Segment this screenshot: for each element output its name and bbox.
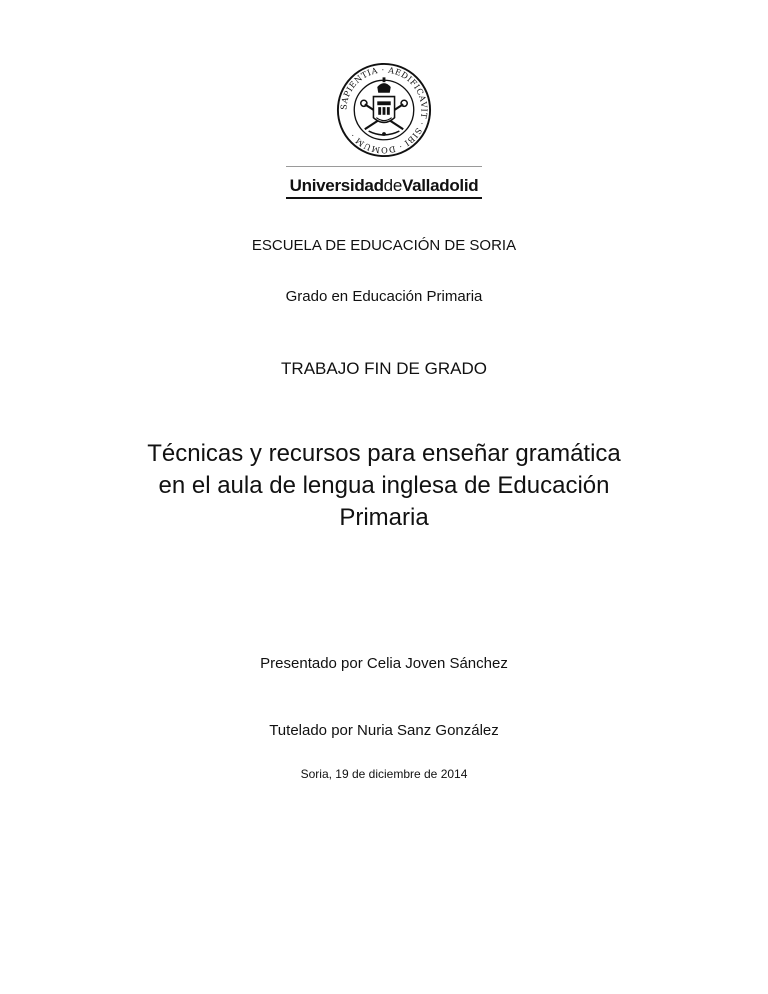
tutor-line: Tutelado por Nuria Sanz González (269, 722, 499, 739)
wordmark-universidad: Universidad (289, 176, 384, 195)
wordmark-underline (286, 197, 482, 199)
degree-name: Grado en Educación Primaria (285, 288, 483, 305)
logo-divider (286, 166, 482, 167)
date-line: Soria, 19 de diciembre de 2014 (300, 767, 468, 781)
title-line-2: en el aula de lengua inglesa de Educación (158, 472, 610, 499)
thesis-title (84, 438, 684, 534)
title-line-1: Técnicas y recursos para enseñar gramática (147, 440, 621, 467)
wordmark-de: de (383, 176, 402, 195)
school-name: ESCUELA DE EDUCACIÓN DE SORIA (251, 237, 517, 254)
university-seal-icon (336, 62, 432, 158)
svg-text:SAPIENTIA · AEDIFICAVIT · SIBI: SAPIENTIA · AEDIFICAVIT · SIBI · DOMUM · (338, 64, 430, 156)
title-line-3: Primaria (339, 504, 429, 531)
work-type: TRABAJO FIN DE GRADO (281, 359, 487, 378)
author-line: Presentado por Celia Joven Sánchez (260, 655, 508, 672)
university-wordmark (0, 176, 768, 196)
wordmark-valladolid: Valladolid (401, 176, 479, 195)
